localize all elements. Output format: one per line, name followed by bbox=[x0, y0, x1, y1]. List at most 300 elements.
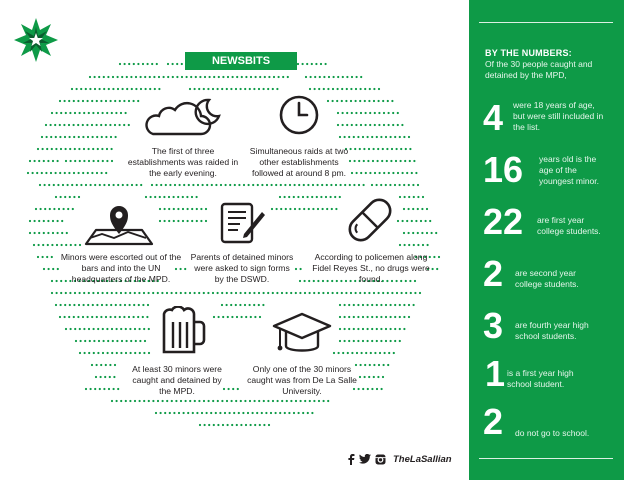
decor-dot bbox=[286, 292, 288, 294]
decor-dot bbox=[379, 172, 381, 174]
decor-dot bbox=[77, 124, 79, 126]
decor-dot bbox=[78, 148, 80, 150]
decor-dot bbox=[79, 244, 81, 246]
decor-dot bbox=[36, 172, 38, 174]
decor-dot bbox=[42, 244, 44, 246]
decor-dot bbox=[172, 76, 174, 78]
decor-dot bbox=[42, 256, 44, 258]
decor-dot bbox=[299, 292, 301, 294]
decor-dot bbox=[76, 184, 78, 186]
decor-dot bbox=[367, 136, 369, 138]
stat-text-5: are fourth year high school students. bbox=[515, 320, 589, 341]
decor-dot bbox=[152, 400, 154, 402]
decor-dot bbox=[355, 124, 357, 126]
decor-dot bbox=[59, 100, 61, 102]
decor-dot bbox=[307, 412, 309, 414]
decor-dot bbox=[417, 196, 419, 198]
decor-dot bbox=[79, 292, 81, 294]
decor-dot bbox=[56, 112, 58, 114]
decor-dot bbox=[332, 100, 334, 102]
decor-dot bbox=[207, 292, 209, 294]
decor-dot bbox=[348, 304, 350, 306]
decor-dot bbox=[399, 340, 401, 342]
decor-dot bbox=[231, 400, 233, 402]
decor-dot bbox=[385, 136, 387, 138]
decor-dot bbox=[232, 76, 234, 78]
decor-dot bbox=[362, 316, 364, 318]
decor-dot bbox=[74, 244, 76, 246]
facebook-icon[interactable] bbox=[346, 454, 355, 465]
decor-dot bbox=[65, 112, 67, 114]
decor-dot bbox=[196, 208, 198, 210]
decor-dot bbox=[87, 172, 89, 174]
decor-dot bbox=[47, 160, 49, 162]
decor-dot bbox=[168, 208, 170, 210]
decor-dot bbox=[262, 304, 264, 306]
decor-dot bbox=[159, 220, 161, 222]
decor-dot bbox=[408, 184, 410, 186]
decor-dot bbox=[192, 412, 194, 414]
decor-dot bbox=[108, 388, 110, 390]
decor-dot bbox=[183, 184, 185, 186]
decor-dot bbox=[341, 100, 343, 102]
decor-dot bbox=[82, 100, 84, 102]
decor-dot bbox=[420, 220, 422, 222]
decor-dot bbox=[74, 160, 76, 162]
decor-dot bbox=[280, 208, 282, 210]
decor-dot bbox=[391, 100, 393, 102]
newsbits-banner: NEWSBITS bbox=[185, 52, 297, 70]
decor-dot bbox=[380, 184, 382, 186]
decor-dot bbox=[378, 292, 380, 294]
decor-dot bbox=[342, 352, 344, 354]
decor-dot bbox=[402, 220, 404, 222]
decor-dot bbox=[392, 124, 394, 126]
decor-dot bbox=[206, 184, 208, 186]
decor-dot bbox=[154, 88, 156, 90]
decor-dot bbox=[376, 316, 378, 318]
decor-dot bbox=[331, 208, 333, 210]
decor-dot bbox=[272, 88, 274, 90]
decor-dot bbox=[279, 196, 281, 198]
decor-dot bbox=[121, 340, 123, 342]
decor-dot bbox=[65, 160, 67, 162]
decor-dot bbox=[257, 184, 259, 186]
decor-dot bbox=[73, 304, 75, 306]
decor-dot bbox=[100, 376, 102, 378]
decor-dot bbox=[74, 112, 76, 114]
decor-dot bbox=[323, 76, 325, 78]
decor-dot bbox=[409, 160, 411, 162]
decor-dot bbox=[41, 172, 43, 174]
decor-dot bbox=[131, 184, 133, 186]
decor-dot bbox=[181, 76, 183, 78]
decor-dot bbox=[363, 160, 365, 162]
decor-dot bbox=[427, 244, 429, 246]
decor-dot bbox=[101, 304, 103, 306]
decor-dot bbox=[115, 136, 117, 138]
decor-dot bbox=[99, 184, 101, 186]
decor-dot bbox=[110, 136, 112, 138]
decor-dot bbox=[399, 184, 401, 186]
decor-dot bbox=[90, 388, 92, 390]
decor-dot bbox=[56, 292, 58, 294]
decor-dot bbox=[353, 328, 355, 330]
decor-dot bbox=[128, 100, 130, 102]
decor-dot bbox=[111, 160, 113, 162]
decor-dot bbox=[433, 256, 435, 258]
instagram-icon[interactable] bbox=[375, 454, 386, 465]
decor-dot bbox=[27, 172, 29, 174]
stat-text-4: are second year college students. bbox=[515, 268, 579, 289]
decor-dot bbox=[299, 208, 301, 210]
decor-dot bbox=[376, 340, 378, 342]
decor-dot bbox=[55, 136, 57, 138]
decor-dot bbox=[353, 184, 355, 186]
decor-dot bbox=[413, 304, 415, 306]
decor-dot bbox=[250, 424, 252, 426]
decor-dot bbox=[373, 292, 375, 294]
decor-dot bbox=[397, 124, 399, 126]
decor-dot bbox=[232, 388, 234, 390]
decor-dot bbox=[57, 160, 59, 162]
decor-dot bbox=[390, 160, 392, 162]
decor-dot bbox=[322, 292, 324, 294]
decor-dot bbox=[243, 184, 245, 186]
decor-dot bbox=[97, 112, 99, 114]
decor-dot bbox=[415, 220, 417, 222]
decor-dot bbox=[96, 136, 98, 138]
decor-dot bbox=[304, 292, 306, 294]
decor-dot bbox=[40, 208, 42, 210]
decor-dot bbox=[307, 196, 309, 198]
decor-dot bbox=[364, 292, 366, 294]
decor-dot bbox=[116, 400, 118, 402]
decor-dot bbox=[402, 172, 404, 174]
decor-dot bbox=[378, 112, 380, 114]
decor-dot bbox=[101, 172, 103, 174]
decor-dot bbox=[394, 316, 396, 318]
decor-dot bbox=[67, 184, 69, 186]
decor-dot bbox=[106, 160, 108, 162]
decor-dot bbox=[29, 160, 31, 162]
decor-dot bbox=[64, 304, 66, 306]
decor-dot bbox=[133, 63, 135, 65]
decor-dot bbox=[374, 352, 376, 354]
twitter-icon[interactable] bbox=[359, 454, 371, 464]
pill-icon bbox=[344, 194, 396, 246]
decor-dot bbox=[357, 304, 359, 306]
decor-dot bbox=[351, 76, 353, 78]
decor-dot bbox=[369, 364, 371, 366]
decor-dot bbox=[358, 184, 360, 186]
decor-dot bbox=[34, 232, 36, 234]
decor-dot bbox=[142, 316, 144, 318]
decor-dot bbox=[253, 292, 255, 294]
decor-dot bbox=[377, 148, 379, 150]
decor-dot bbox=[73, 136, 75, 138]
decor-dot bbox=[219, 412, 221, 414]
decor-dot bbox=[245, 316, 247, 318]
decor-dot bbox=[374, 124, 376, 126]
decor-dot bbox=[109, 376, 111, 378]
decor-dot bbox=[106, 112, 108, 114]
stat-text-3: are first year college students. bbox=[537, 215, 601, 236]
decor-dot bbox=[64, 172, 66, 174]
decor-dot bbox=[29, 220, 31, 222]
decor-dot bbox=[105, 364, 107, 366]
decor-dot bbox=[273, 76, 275, 78]
decor-dot bbox=[239, 304, 241, 306]
decor-dot bbox=[63, 208, 65, 210]
decor-dot bbox=[319, 76, 321, 78]
decor-dot bbox=[244, 88, 246, 90]
decor-dot bbox=[148, 352, 150, 354]
decor-dot bbox=[336, 292, 338, 294]
decor-dot bbox=[44, 208, 46, 210]
stat-value-6: 1 bbox=[485, 353, 506, 394]
decor-dot bbox=[417, 208, 419, 210]
decor-dot bbox=[417, 244, 419, 246]
decor-dot bbox=[34, 220, 36, 222]
decor-dot bbox=[344, 316, 346, 318]
decor-dot bbox=[245, 424, 247, 426]
decor-dot bbox=[311, 196, 313, 198]
decor-dot bbox=[264, 76, 266, 78]
decor-dot bbox=[322, 208, 324, 210]
decor-dot bbox=[399, 196, 401, 198]
decor-dot bbox=[55, 172, 57, 174]
decor-dot bbox=[160, 184, 162, 186]
decor-dot bbox=[382, 376, 384, 378]
decor-dot bbox=[171, 400, 173, 402]
decor-dot bbox=[111, 112, 113, 114]
decor-dot bbox=[340, 184, 342, 186]
decor-dot bbox=[426, 208, 428, 210]
decor-dot bbox=[353, 136, 355, 138]
decor-dot bbox=[425, 220, 427, 222]
decor-dot bbox=[255, 76, 257, 78]
decor-dot bbox=[203, 88, 205, 90]
decor-dot bbox=[112, 76, 114, 78]
decor-dot bbox=[82, 316, 84, 318]
stat-text-2: years old is the age of the youngest minor. bbox=[539, 154, 600, 186]
decor-dot bbox=[376, 304, 378, 306]
decor-dot bbox=[41, 136, 43, 138]
decor-dot bbox=[385, 184, 387, 186]
decor-dot bbox=[230, 304, 232, 306]
decor-dot bbox=[380, 136, 382, 138]
decor-dot bbox=[186, 196, 188, 198]
decor-dot bbox=[209, 76, 211, 78]
decor-dot bbox=[409, 148, 411, 150]
decor-dot bbox=[112, 88, 114, 90]
decor-dot bbox=[194, 292, 196, 294]
decor-dot bbox=[215, 184, 217, 186]
decor-dot bbox=[136, 184, 138, 186]
decor-dot bbox=[46, 136, 48, 138]
decor-dot bbox=[377, 376, 379, 378]
decor-dot bbox=[249, 88, 251, 90]
decor-dot bbox=[73, 316, 75, 318]
decor-dot bbox=[173, 220, 175, 222]
clock-icon bbox=[278, 94, 320, 136]
decor-dot bbox=[147, 304, 149, 306]
decor-dot bbox=[236, 424, 238, 426]
decor-dot bbox=[267, 400, 269, 402]
decor-dot bbox=[317, 208, 319, 210]
decor-dot bbox=[65, 244, 67, 246]
decor-dot bbox=[417, 184, 419, 186]
decor-dot bbox=[115, 112, 117, 114]
decor-dot bbox=[294, 184, 296, 186]
decor-dot bbox=[77, 316, 79, 318]
decor-dot bbox=[186, 76, 188, 78]
decor-dot bbox=[320, 196, 322, 198]
decor-dot bbox=[369, 88, 371, 90]
decor-dot bbox=[230, 88, 232, 90]
decor-dot bbox=[350, 88, 352, 90]
decor-dot bbox=[221, 292, 223, 294]
decor-dot bbox=[61, 232, 63, 234]
decor-dot bbox=[39, 184, 41, 186]
decor-dot bbox=[134, 292, 136, 294]
decor-dot bbox=[179, 184, 181, 186]
decor-dot bbox=[156, 63, 158, 65]
decor-dot bbox=[321, 184, 323, 186]
decor-dot bbox=[96, 364, 98, 366]
decor-dot bbox=[400, 148, 402, 150]
decor-dot bbox=[194, 400, 196, 402]
decor-dot bbox=[249, 304, 251, 306]
decor-dot bbox=[126, 340, 128, 342]
decor-dot bbox=[224, 412, 226, 414]
decor-dot bbox=[408, 316, 410, 318]
decor-dot bbox=[408, 208, 410, 210]
decor-dot bbox=[86, 124, 88, 126]
decor-dot bbox=[295, 268, 297, 270]
decor-dot bbox=[69, 292, 71, 294]
decor-dot bbox=[137, 316, 139, 318]
decor-dot bbox=[235, 304, 237, 306]
decor-dot bbox=[399, 328, 401, 330]
decor-dot bbox=[183, 412, 185, 414]
decor-dot bbox=[84, 340, 86, 342]
decor-dot bbox=[371, 388, 373, 390]
decor-dot bbox=[91, 100, 93, 102]
decor-dot bbox=[78, 196, 80, 198]
decor-dot bbox=[316, 196, 318, 198]
decor-dot bbox=[129, 304, 131, 306]
stat-value-1: 4 bbox=[483, 97, 504, 138]
decor-dot bbox=[408, 232, 410, 234]
decor-dot bbox=[297, 196, 299, 198]
stat-text-7: do not go to school. bbox=[515, 428, 590, 438]
decor-dot bbox=[191, 196, 193, 198]
decor-dot bbox=[302, 63, 304, 65]
decor-dot bbox=[406, 172, 408, 174]
decor-dot bbox=[333, 352, 335, 354]
decor-dot bbox=[413, 160, 415, 162]
decor-dot bbox=[92, 148, 94, 150]
decor-dot bbox=[388, 352, 390, 354]
decor-dot bbox=[258, 400, 260, 402]
decor-dot bbox=[247, 412, 249, 414]
decor-dot bbox=[353, 304, 355, 306]
decor-dot bbox=[116, 340, 118, 342]
decor-dot bbox=[111, 400, 113, 402]
decor-dot bbox=[99, 388, 101, 390]
decor-dot bbox=[69, 136, 71, 138]
decor-dot bbox=[411, 220, 413, 222]
decor-dot bbox=[281, 400, 283, 402]
decor-dot bbox=[382, 148, 384, 150]
decor-dot bbox=[165, 184, 167, 186]
decor-dot bbox=[122, 184, 124, 186]
decor-dot bbox=[360, 76, 362, 78]
decor-dot bbox=[43, 220, 45, 222]
decor-dot bbox=[208, 424, 210, 426]
decor-dot bbox=[396, 292, 398, 294]
decor-dot bbox=[345, 292, 347, 294]
decor-dot bbox=[412, 232, 414, 234]
decor-dot bbox=[110, 100, 112, 102]
decor-dot bbox=[362, 340, 364, 342]
decor-dot bbox=[140, 76, 142, 78]
decor-dot bbox=[365, 352, 367, 354]
decor-dot bbox=[213, 76, 215, 78]
decor-dot bbox=[304, 280, 306, 282]
decor-dot bbox=[391, 148, 393, 150]
decor-dot bbox=[116, 352, 118, 354]
decor-dot bbox=[85, 184, 87, 186]
decor-dot bbox=[152, 292, 154, 294]
decor-dot bbox=[191, 220, 193, 222]
decor-dot bbox=[143, 328, 145, 330]
brand-name[interactable]: TheLaSallian bbox=[393, 453, 452, 465]
decor-dot bbox=[337, 112, 339, 114]
decor-dot bbox=[332, 88, 334, 90]
decor-dot bbox=[139, 340, 141, 342]
decor-dot bbox=[226, 292, 228, 294]
decor-dot bbox=[88, 160, 90, 162]
decor-dot bbox=[438, 256, 440, 258]
decor-dot bbox=[359, 292, 361, 294]
decor-dot bbox=[148, 328, 150, 330]
decor-dot bbox=[95, 376, 97, 378]
decor-dot bbox=[298, 412, 300, 414]
decor-dot bbox=[131, 88, 133, 90]
decor-dot bbox=[88, 328, 90, 330]
decor-dot bbox=[69, 196, 71, 198]
decor-dot bbox=[153, 76, 155, 78]
decor-dot bbox=[240, 400, 242, 402]
decor-dot bbox=[139, 400, 141, 402]
decor-dot bbox=[403, 184, 405, 186]
decor-dot bbox=[126, 88, 128, 90]
decor-dot bbox=[38, 232, 40, 234]
decor-dot bbox=[120, 328, 122, 330]
decor-dot bbox=[192, 184, 194, 186]
decor-dot bbox=[267, 292, 269, 294]
decor-dot bbox=[92, 136, 94, 138]
decor-dot bbox=[177, 196, 179, 198]
decor-dot bbox=[80, 88, 82, 90]
decor-dot bbox=[142, 304, 144, 306]
decor-dot bbox=[173, 208, 175, 210]
decor-dot bbox=[103, 340, 105, 342]
decor-dot bbox=[336, 100, 338, 102]
